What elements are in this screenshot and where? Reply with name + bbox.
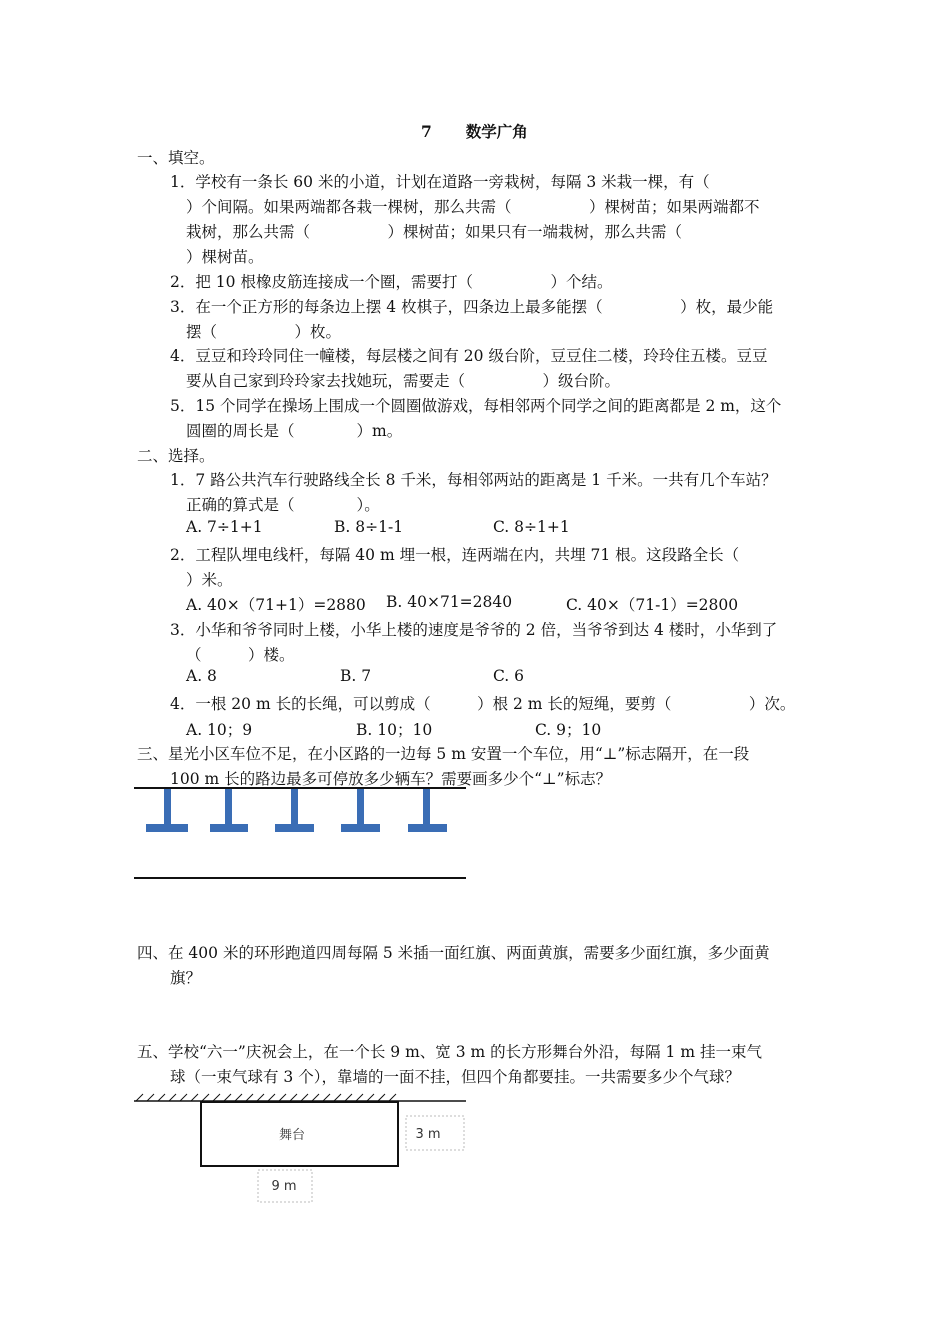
stage-label: 舞台 [278, 1128, 306, 1143]
s2-q3-line1: 3．小华和爷爷同时上楼，小华上楼的速度是爷爷的 2 倍，当爷爷到达 4 楼时，小华到了 [170, 621, 778, 639]
s2-q2-line2: ）米。 [186, 571, 233, 589]
s1-q2: 2．把 10 根橡皮筋连接成一个圈，需要打（ ）个结。 [170, 273, 613, 291]
s1-q4-line2: 要从自己家到玲玲家去找她玩，需要走（ ）级台阶。 [186, 372, 621, 390]
section3-line1: 三、星光小区车位不足，在小区路的一边每 5 m 安置一个车位，用“⊥”标志隔开，在一段 [137, 745, 750, 763]
section5-line2: 球（一束气球有 3 个），靠墙的一面不挂，但四个角都要挂。一共需要多少个气球？ [170, 1068, 740, 1086]
s2-q2-option-c: C. 40×（71-1）=2800 [566, 596, 739, 614]
s2-q1-option-b: B. 8÷1-1 [334, 518, 404, 536]
chapter-title: 数学广角 [465, 122, 528, 141]
perpendicular-marker [146, 789, 188, 832]
s2-q3-option-c: C. 6 [493, 667, 525, 685]
s2-q1-line1: 1．7 路公共汽车行驶路线全长 8 千米，每相邻两站的距离是 1 千米。一共有几个车站？ [170, 471, 777, 489]
s2-q1-option-c: C. 8÷1+1 [493, 518, 570, 536]
page-title [421, 120, 528, 142]
chapter-number: 7 [421, 122, 432, 141]
s1-q1-line4: ）棵树苗。 [186, 248, 264, 266]
s2-q4-option-a: A. 10；9 [186, 721, 253, 739]
s2-q4-line1: 4．一根 20 m 长的长绳，可以剪成（ ）根 2 m 长的短绳，要剪（ ）次。 [170, 695, 796, 713]
s1-q1-line2: ）个间隔。如果两端都各栽一棵树，那么共需（ ）棵树苗；如果两端都不 [186, 198, 760, 216]
perpendicular-marker [210, 789, 248, 832]
s1-q4-line1: 4．豆豆和玲玲同住一幢楼，每层楼之间有 20 级台阶，豆豆住二楼，玲玲住五楼。豆豆 [170, 347, 768, 365]
s2-q2-option-b: B. 40×71=2840 [386, 593, 513, 611]
s1-q5-line1: 5．15 个同学在操场上围成一个圆圈做游戏，每相邻两个同学之间的距离都是 2 m，这个 [170, 397, 782, 415]
s1-q1-line1: 1．学校有一条长 60 米的小道，计划在道路一旁栽树，每隔 3 米栽一棵，有（ [170, 173, 710, 191]
section1-heading: 一、填空。 [137, 149, 215, 167]
s2-q3-line2: （ ）楼。 [186, 646, 295, 664]
s2-q3-option-a: A. 8 [186, 667, 217, 685]
perpendicular-markers [146, 789, 447, 832]
length-label: 9 m [271, 1179, 297, 1194]
s2-q4-option-b: B. 10；10 [356, 721, 433, 739]
section4-line2: 旗？ [170, 969, 202, 987]
stage-figure [134, 1092, 468, 1206]
s2-q1-line2: 正确的算式是（ ）。 [186, 496, 380, 514]
section2-heading: 二、选择。 [137, 447, 215, 465]
s1-q3-line1: 3．在一个正方形的每条边上摆 4 枚棋子，四条边上最多能摆（ ）枚，最少能 [170, 298, 774, 316]
section3-line2: 100 m 长的路边最多可停放多少辆车？需要画多少个“⊥”标志？ [170, 770, 612, 788]
section5-line1: 五、学校“六一”庆祝会上，在一个长 9 m、宽 3 m 的长方形舞台外沿，每隔 1 m 挂一束气 [137, 1043, 762, 1061]
perpendicular-marker [341, 789, 380, 832]
s2-q4-option-c: C. 9；10 [535, 721, 602, 739]
parking-road-figure [134, 784, 468, 884]
wall-hatching [136, 1094, 396, 1101]
s2-q2-line1: 2．工程队埋电线杆，每隔 40 m 埋一根，连两端在内，共埋 71 根。这段路全长（ [170, 546, 740, 564]
s2-q3-option-b: B. 7 [340, 667, 372, 685]
s1-q3-line2: 摆（ ）枚。 [186, 323, 342, 341]
s2-q2-option-a: A. 40×（71+1）=2880 [186, 596, 366, 614]
perpendicular-marker [275, 789, 314, 832]
s1-q5-line2: 圆圈的周长是（ ）m。 [186, 422, 403, 440]
perpendicular-marker [408, 789, 447, 832]
section4-line1: 四、在 400 米的环形跑道四周每隔 5 米插一面红旗、两面黄旗，需要多少面红旗，多少面黄 [137, 944, 770, 962]
width-label: 3 m [415, 1127, 441, 1142]
s1-q1-line3: 栽树，那么共需（ ）棵树苗；如果只有一端栽树，那么共需（ [186, 223, 683, 241]
s2-q1-option-a: A. 7÷1+1 [186, 518, 263, 536]
